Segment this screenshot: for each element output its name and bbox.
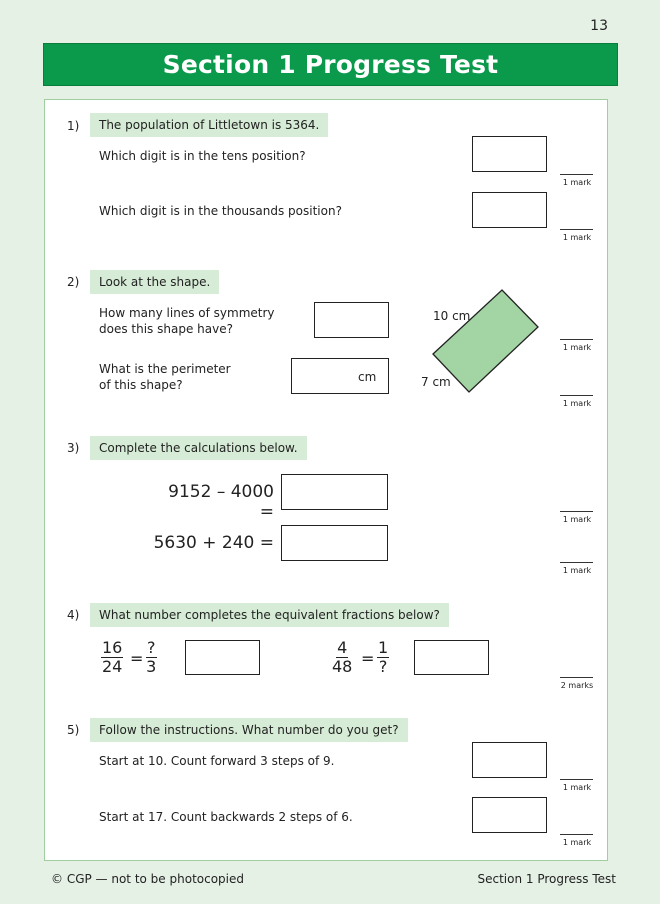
fraction-1-right-numerator: ? — [147, 638, 156, 657]
question-4-mark: 2 marks — [560, 681, 594, 690]
fraction-1-left — [101, 639, 123, 676]
page-number: 13 — [590, 18, 608, 34]
question-1b-mark: 1 mark — [562, 233, 592, 242]
question-2b-text-line2: of this shape? — [99, 378, 183, 392]
question-2-banner: Look at the shape. — [90, 270, 219, 294]
question-1a-mark-line — [560, 174, 593, 175]
question-3a-mark-line — [560, 511, 593, 512]
calculation-1-answer-box[interactable] — [281, 474, 388, 510]
fraction-2-equals: = — [361, 649, 375, 668]
section-title: Section 1 Progress Test — [43, 43, 618, 86]
calculation-2-answer-box[interactable] — [281, 525, 388, 561]
question-3-number: 3) — [67, 441, 80, 455]
question-5b-answer-box[interactable] — [472, 797, 547, 833]
question-5a-mark-line — [560, 779, 593, 780]
fraction-2-left-numerator: 4 — [337, 638, 348, 657]
fraction-1-right — [146, 639, 157, 676]
fraction-2-right-denominator: ? — [378, 657, 388, 676]
question-5b-mark: 1 mark — [562, 838, 592, 847]
question-2a-mark-line — [560, 339, 593, 340]
question-5a-text: Start at 10. Count forward 3 steps of 9. — [99, 754, 335, 768]
question-4-number: 4) — [67, 608, 80, 622]
question-2b-mark-line — [560, 395, 593, 396]
question-1b-text: Which digit is in the thousands position? — [99, 204, 342, 218]
question-5-banner: Follow the instructions. What number do you get? — [90, 718, 408, 742]
question-3b-mark: 1 mark — [562, 566, 592, 575]
fraction-2-answer-box[interactable] — [414, 640, 489, 675]
question-5-number: 5) — [67, 723, 80, 737]
question-5b-mark-line — [560, 834, 593, 835]
question-5b-text: Start at 17. Count backwards 2 steps of 6. — [99, 810, 353, 824]
question-5a-answer-box[interactable] — [472, 742, 547, 778]
question-2b-unit: cm — [358, 370, 377, 384]
footer-section-name: Section 1 Progress Test — [477, 872, 616, 886]
question-2b-text-line1: What is the perimeter — [99, 362, 231, 376]
question-2a-mark: 1 mark — [562, 343, 592, 352]
fraction-1-left-numerator: 16 — [102, 638, 123, 657]
question-1a-answer-box[interactable] — [472, 136, 547, 172]
question-3a-mark: 1 mark — [562, 515, 592, 524]
question-5a-mark: 1 mark — [562, 783, 592, 792]
question-1b-mark-line — [560, 229, 593, 230]
question-2-number: 2) — [67, 275, 80, 289]
question-1b-answer-box[interactable] — [472, 192, 547, 228]
fraction-1-left-denominator: 24 — [102, 657, 123, 676]
fraction-2-right-numerator: 1 — [378, 638, 389, 657]
question-2b-mark: 1 mark — [562, 399, 592, 408]
calculation-1-expression: 9152 – 4000 = — [168, 482, 274, 522]
question-2a-text-line2: does this shape have? — [99, 322, 233, 336]
shape-label-long-side: 10 cm — [433, 309, 471, 323]
question-4-mark-line — [560, 677, 593, 678]
fraction-1-equals: = — [130, 649, 144, 668]
question-1-banner: The population of Littletown is 5364. — [90, 113, 328, 137]
fraction-2-left — [332, 639, 352, 676]
fraction-1-right-denominator: 3 — [146, 657, 157, 676]
shape-label-short-side: 7 cm — [421, 375, 451, 389]
calculation-2-expression: 5630 + 240 = — [153, 533, 274, 553]
question-3b-mark-line — [560, 562, 593, 563]
footer-copyright: © CGP — not to be photocopied — [51, 872, 245, 886]
question-1a-text: Which digit is in the tens position? — [99, 149, 306, 163]
fraction-2-right — [377, 639, 389, 676]
question-4-banner: What number completes the equivalent fractions below? — [90, 603, 449, 627]
fraction-1-answer-box[interactable] — [185, 640, 260, 675]
question-1a-mark: 1 mark — [562, 178, 592, 187]
question-2a-text-line1: How many lines of symmetry — [99, 306, 275, 320]
question-2a-answer-box[interactable] — [314, 302, 389, 338]
question-3-banner: Complete the calculations below. — [90, 436, 307, 460]
question-1-number: 1) — [67, 119, 80, 133]
fraction-2-left-denominator: 48 — [332, 657, 353, 676]
